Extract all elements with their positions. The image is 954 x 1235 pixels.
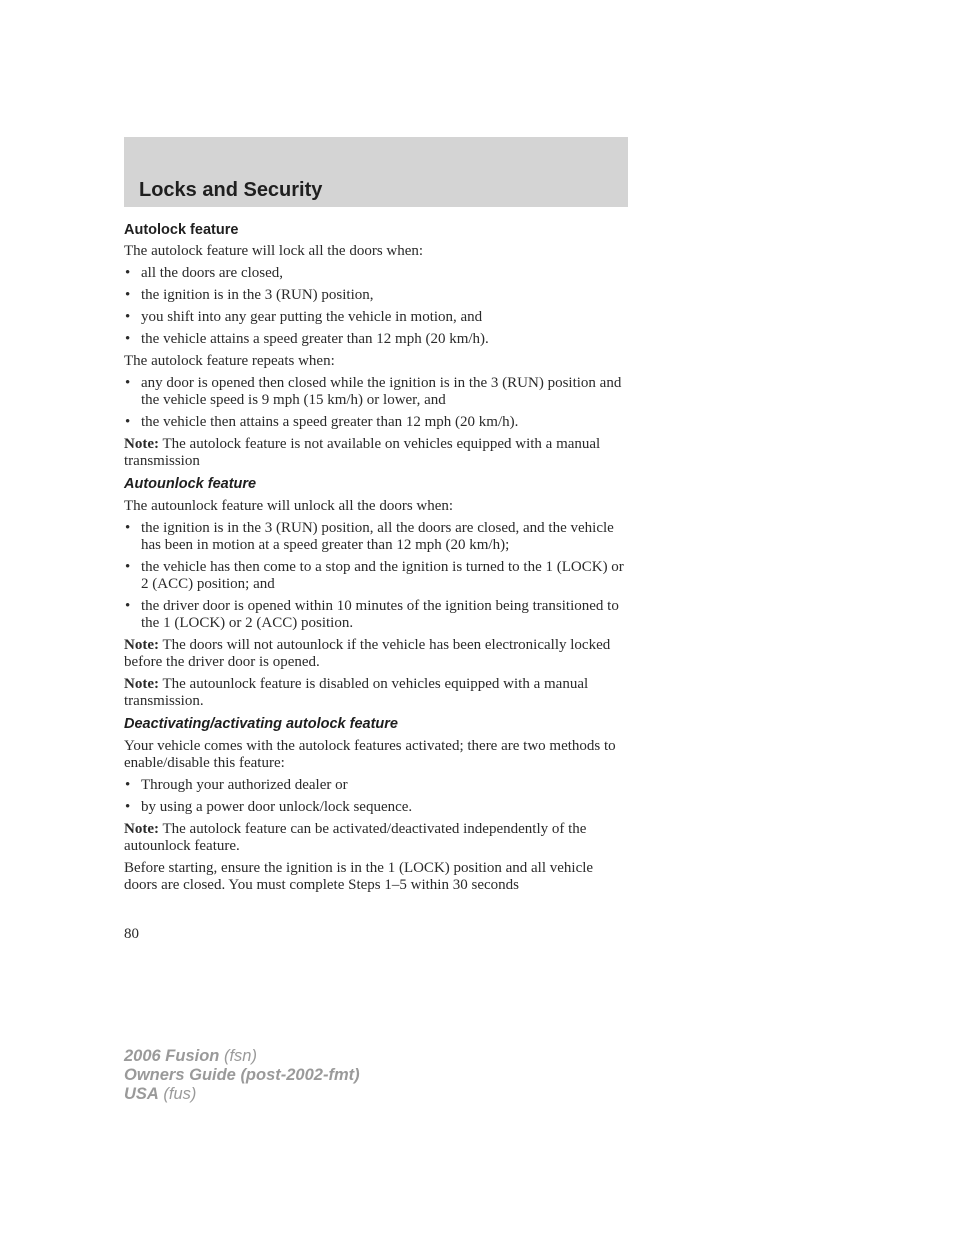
bullet-icon: •: [125, 375, 131, 391]
list-item: • the ignition is in the 3 (RUN) position, all the doors are closed, and the vehicle has been in motion at a speed greater than 12 mph (20 km/h);: [125, 520, 614, 553]
deactivating-heading: Deactivating/activating autolock feature: [124, 716, 398, 732]
footer-line-2: Owners Guide (post-2002-fmt): [124, 1066, 360, 1084]
deactivating-note: [124, 821, 628, 855]
list-item: • by using a power door unlock/lock sequence.: [125, 799, 413, 815]
note-text: The autounlock feature is disabled on vehicles equipped with a manual transmission.: [124, 676, 589, 709]
autolock-repeat-list: [124, 375, 628, 431]
autounlock-list: [124, 520, 628, 632]
bullet-icon: •: [125, 559, 131, 575]
list-item: • the driver door is opened within 10 minutes of the ignition being transitioned to the 1 (LOCK) or 2 (ACC) position.: [125, 598, 619, 631]
footer-line-3: USA (fus): [124, 1085, 197, 1103]
note-label: Note:: [124, 676, 159, 692]
autolock-lock-list: [124, 265, 628, 348]
note-label: Note:: [124, 436, 159, 452]
autolock-intro: The autolock feature will lock all the doors when:: [124, 243, 424, 259]
note-label: Note:: [124, 637, 159, 653]
autounlock-heading: Autounlock feature: [124, 476, 257, 492]
autolock-note: [124, 436, 628, 470]
list-item: • any door is opened then closed while the ignition is in the 3 (RUN) position and the vehicle speed is 9 mph (15 km/h) or lower, and: [125, 375, 622, 408]
bullet-icon: •: [125, 520, 131, 536]
list-item: • the ignition is in the 3 (RUN) position,: [125, 287, 374, 303]
list-item: • you shift into any gear putting the vehicle in motion, and: [125, 309, 483, 325]
autounlock-note-1: [124, 637, 628, 671]
page-content: [124, 218, 628, 899]
section-header-band: [124, 137, 628, 207]
autounlock-intro: The autounlock feature will unlock all the doors when:: [124, 498, 454, 514]
bullet-icon: •: [125, 598, 131, 614]
section-title: Locks and Security: [139, 179, 323, 201]
deactivating-closing: Before starting, ensure the ignition is in the 1 (LOCK) position and all vehicle doors are closed. You must complete Steps 1–5 within 30 seconds: [124, 860, 594, 893]
footer-line-1: 2006 Fusion (fsn): [124, 1047, 257, 1065]
list-item: • the vehicle then attains a speed greater than 12 mph (20 km/h).: [125, 414, 519, 430]
autolock-heading: Autolock feature: [124, 222, 239, 238]
note-text: The autolock feature can be activated/deactivated independently of the autounlock feature.: [124, 821, 587, 854]
deactivating-list: [124, 777, 628, 816]
bullet-icon: •: [125, 799, 131, 815]
list-item: • all the doors are closed,: [125, 265, 284, 281]
deactivating-intro: Your vehicle comes with the autolock features activated; there are two methods to enable/disable this feature:: [124, 738, 616, 771]
note-label: Note:: [124, 821, 159, 837]
bullet-icon: •: [125, 331, 131, 347]
document-footer: [124, 1047, 360, 1104]
list-item: • the vehicle attains a speed greater than 12 mph (20 km/h).: [125, 331, 489, 347]
bullet-icon: •: [125, 309, 131, 325]
autounlock-note-2: [124, 676, 628, 710]
note-text: The autolock feature is not available on vehicles equipped with a manual transmission: [124, 436, 601, 469]
bullet-icon: •: [125, 287, 131, 303]
bullet-icon: •: [125, 414, 131, 430]
bullet-icon: •: [125, 777, 131, 793]
list-item: • Through your authorized dealer or: [125, 777, 348, 793]
page-number: 80: [124, 926, 139, 942]
autolock-repeat-intro: The autolock feature repeats when:: [124, 353, 335, 369]
list-item: • the vehicle has then come to a stop and the ignition is turned to the 1 (LOCK) or 2 (ACC) position; and: [125, 559, 624, 592]
bullet-icon: •: [125, 265, 131, 281]
note-text: The doors will not autounlock if the vehicle has been electronically locked before the driver door is opened.: [124, 637, 611, 670]
